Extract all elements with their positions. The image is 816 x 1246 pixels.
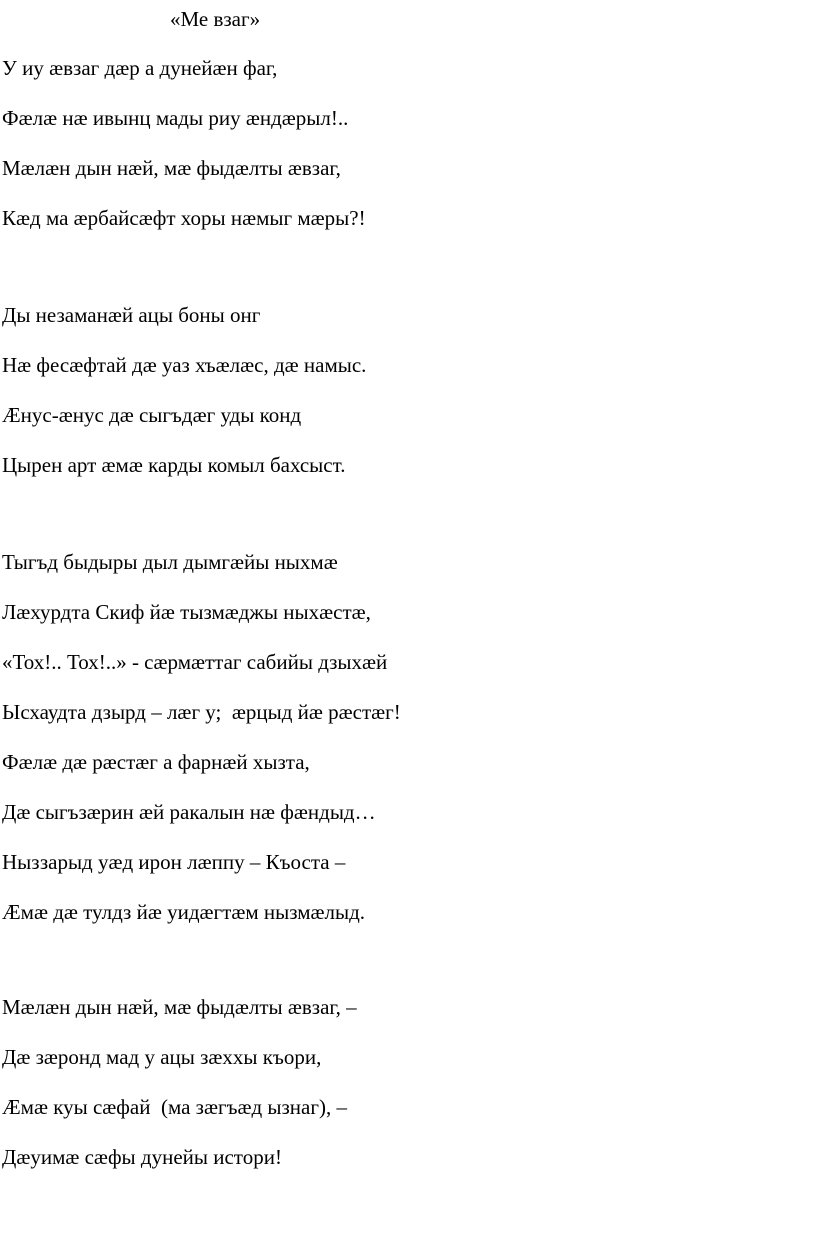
poem-line: Кæд ма æрбайсæфт хоры нæмыг мæры?! xyxy=(2,206,366,230)
poem-line: Цырен арт æмæ карды комыл бахсыст. xyxy=(2,453,346,477)
poem-line: Фæлæ дæ рæстæг а фарнæй хызта, xyxy=(2,750,310,774)
poem-line: Мæлæн дын нæй, мæ фыдæлты æвзаг, – xyxy=(2,995,357,1019)
poem-line: Фæлæ нæ ивынц мады риу æндæрыл!.. xyxy=(2,106,349,130)
poem-line: Æмæ куы сæфай (ма зæгъæд ызнаг), – xyxy=(2,1095,347,1119)
poem-line: Æмæ дæ тулдз йæ уидæгтæм нызмæлыд. xyxy=(2,900,366,924)
stanza xyxy=(2,994,357,1194)
poem-line: Лæхурдта Скиф йæ тызмæджы ныхæстæ, xyxy=(2,600,371,624)
poem-line: Ысхаудта дзырд – лæг у; æрцыд йæ рæстæг! xyxy=(2,700,401,724)
poem-line: «Тох!.. Тох!..» - сæрмæттаг сабийы дзыхæй xyxy=(2,650,388,674)
poem-line: У иу æвзаг дæр а дунейæн фаг, xyxy=(2,56,278,80)
stanza xyxy=(2,55,366,255)
stanza xyxy=(2,549,401,949)
poem-line: Дæуимæ сæфы дунейы истори! xyxy=(2,1145,282,1169)
poem-line: Ныззарыд уæд ирон лæппу – Къоста – xyxy=(2,850,346,874)
poem-line: Дæ сыгъзæрин æй ракалын нæ фæндыд… xyxy=(2,800,376,824)
stanza xyxy=(2,302,366,502)
poem-line: Ды незаманæй ацы боны онг xyxy=(2,303,261,327)
poem-line: Дæ зæронд мад у ацы зæххы къори, xyxy=(2,1045,322,1069)
poem-line: Тыгъд быдыры дыл дымгæйы ныхмæ xyxy=(2,550,338,574)
poem-line: Мæлæн дын нæй, мæ фыдæлты æвзаг, xyxy=(2,156,341,180)
poem-title: «Ме взаг» xyxy=(170,7,261,31)
poem-line: Нæ фесæфтай дæ уаз хъæлæс, дæ намыс. xyxy=(2,353,367,377)
poem-line: Æнус-æнус дæ сыгъдæг уды конд xyxy=(2,403,302,427)
